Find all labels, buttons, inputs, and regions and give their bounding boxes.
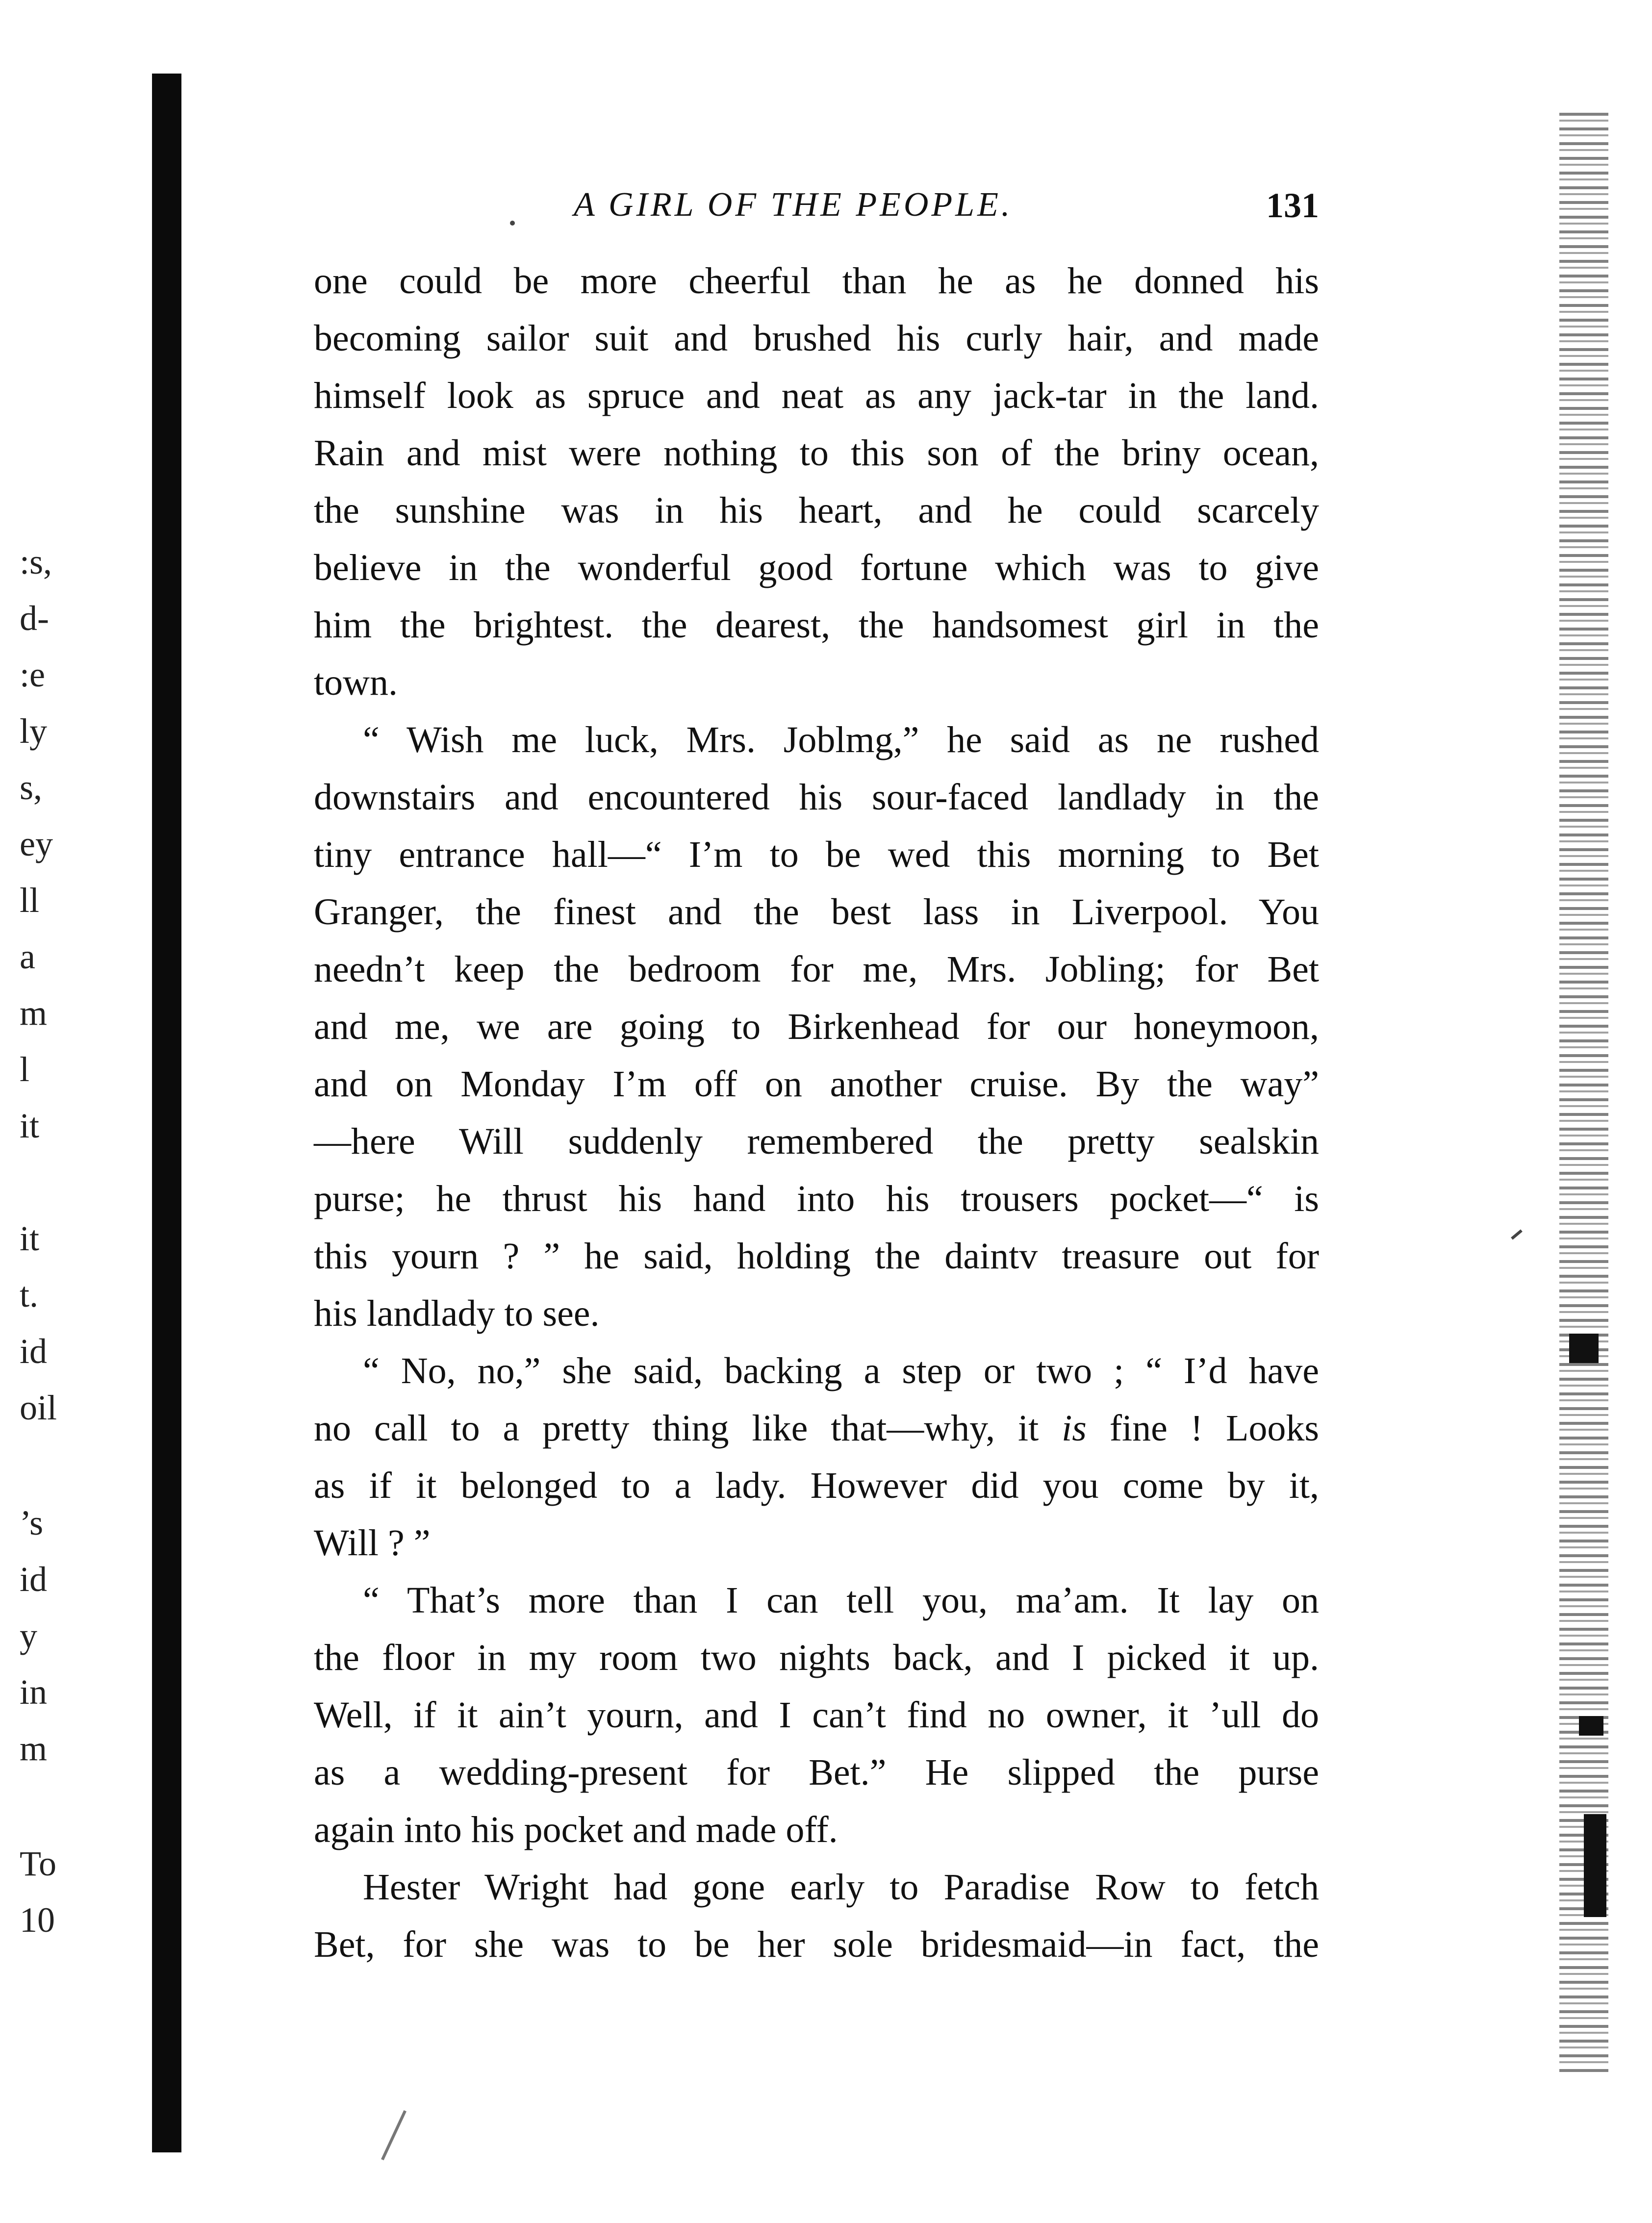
text-line: purse; he thrust his hand into his trousers pocket—“ is bbox=[314, 1178, 1319, 1219]
text-line: this yourn ? ” he said, holding the daintv treasure out for bbox=[314, 1236, 1319, 1277]
page-edge-blot bbox=[1584, 1814, 1606, 1917]
facing-page-fragment: y bbox=[20, 1616, 37, 1655]
facing-page-fragment: s, bbox=[20, 768, 43, 807]
text-line: “ No, no,” she said, backing a step or two ; “ I’d have bbox=[363, 1350, 1319, 1391]
facing-page-fragment: it bbox=[20, 1106, 40, 1145]
text-line: “ That’s more than I can tell you, ma’am. It lay on bbox=[363, 1580, 1319, 1621]
text-line: him the brightest. the dearest, the handsomest girl in the bbox=[314, 605, 1319, 646]
text-line: needn’t keep the bedroom for me, Mrs. Jobling; for Bet bbox=[314, 949, 1319, 990]
text-line: himself look as spruce and neat as any jack-tar in the land. bbox=[314, 375, 1319, 416]
scan-speck bbox=[1511, 1229, 1523, 1239]
running-title: A GIRL OF THE PEOPLE. bbox=[574, 186, 1013, 224]
text-line: tiny entrance hall—“ I’m to be wed this morning to Bet bbox=[314, 834, 1319, 875]
text-line: “ Wish me luck, Mrs. Joblmg,” he said as ne rushed bbox=[363, 719, 1319, 760]
facing-page-fragment: a bbox=[20, 937, 35, 976]
page-edge-blot bbox=[1579, 1716, 1603, 1736]
facing-page-fragment: ly bbox=[20, 711, 48, 751]
body-text bbox=[314, 253, 1319, 1973]
facing-page-fragment: ll bbox=[20, 881, 40, 920]
facing-page-fragment: m bbox=[20, 993, 48, 1033]
text-line: as a wedding-present for Bet.” He slipped the purse bbox=[314, 1752, 1319, 1793]
text-line: the floor in my room two nights back, and I picked it up. bbox=[314, 1637, 1319, 1678]
facing-page-fragment: t. bbox=[20, 1275, 39, 1314]
text-line: Rain and mist were nothing to this son of the briny ocean, bbox=[314, 432, 1319, 474]
text-line: town. bbox=[314, 662, 398, 703]
text-line: Bet, for she was to be her sole bridesmaid—in fact, the bbox=[314, 1924, 1319, 1965]
text-line: becoming sailor suit and brushed his curly hair, and made bbox=[314, 318, 1319, 359]
text-line: Hester Wright had gone early to Paradise Row to fetch bbox=[363, 1867, 1319, 1908]
text-line: his landlady to see. bbox=[314, 1293, 600, 1334]
facing-page-fragment: l bbox=[20, 1050, 30, 1089]
text-line: again into his pocket and made off. bbox=[314, 1809, 838, 1850]
text-line: and me, we are going to Birkenhead for our honeymoon, bbox=[314, 1006, 1319, 1047]
text-line: and on Monday I’m off on another cruise. By the way” bbox=[314, 1063, 1319, 1105]
text-line: one could be more cheerful than he as he donned his bbox=[314, 260, 1319, 302]
scan-speck bbox=[381, 2110, 407, 2160]
text-line: —here Will suddenly remembered the pretty sealskin bbox=[314, 1121, 1319, 1162]
text-line: believe in the wonderful good fortune which was to give bbox=[314, 547, 1319, 588]
page-edge-blot bbox=[1569, 1334, 1599, 1363]
facing-page-fragment: 10 bbox=[20, 1900, 55, 1940]
facing-page-fragment: :s, bbox=[20, 542, 52, 581]
facing-page-fragment: in bbox=[20, 1672, 48, 1712]
text-line: Granger, the finest and the best lass in Liverpool. You bbox=[314, 891, 1319, 933]
text-line: no call to a pretty thing like that—why, it is fine ! Looks bbox=[314, 1408, 1319, 1449]
facing-page-fragment: it bbox=[20, 1219, 40, 1258]
facing-page-fragment: m bbox=[20, 1729, 48, 1768]
binding-shadow bbox=[152, 74, 181, 2152]
facing-page-fragment: oil bbox=[20, 1388, 57, 1427]
page-number: 131 bbox=[1266, 186, 1319, 225]
facing-page-fragment: d- bbox=[20, 599, 49, 638]
page-edge-noise bbox=[1559, 113, 1608, 2074]
text-line: downstairs and encountered his sour-faced landlady in the bbox=[314, 777, 1319, 818]
running-header bbox=[314, 176, 1319, 234]
facing-page-fragment: ey bbox=[20, 824, 53, 863]
text-line: Will ? ” bbox=[314, 1522, 431, 1564]
facing-page-fragment: :e bbox=[20, 655, 45, 694]
facing-page-fragment: id bbox=[20, 1332, 48, 1371]
facing-page-fragment: To bbox=[20, 1844, 56, 1883]
text-line: Well, if it ain’t yourn, and I can’t find no owner, it ’ull do bbox=[314, 1694, 1319, 1736]
text-line: the sunshine was in his heart, and he could scarcely bbox=[314, 490, 1319, 531]
facing-page-fragment: id bbox=[20, 1560, 48, 1599]
facing-page-fragment: ’s bbox=[20, 1503, 44, 1542]
text-line: as if it belonged to a lady. However did you come by it, bbox=[314, 1465, 1319, 1506]
